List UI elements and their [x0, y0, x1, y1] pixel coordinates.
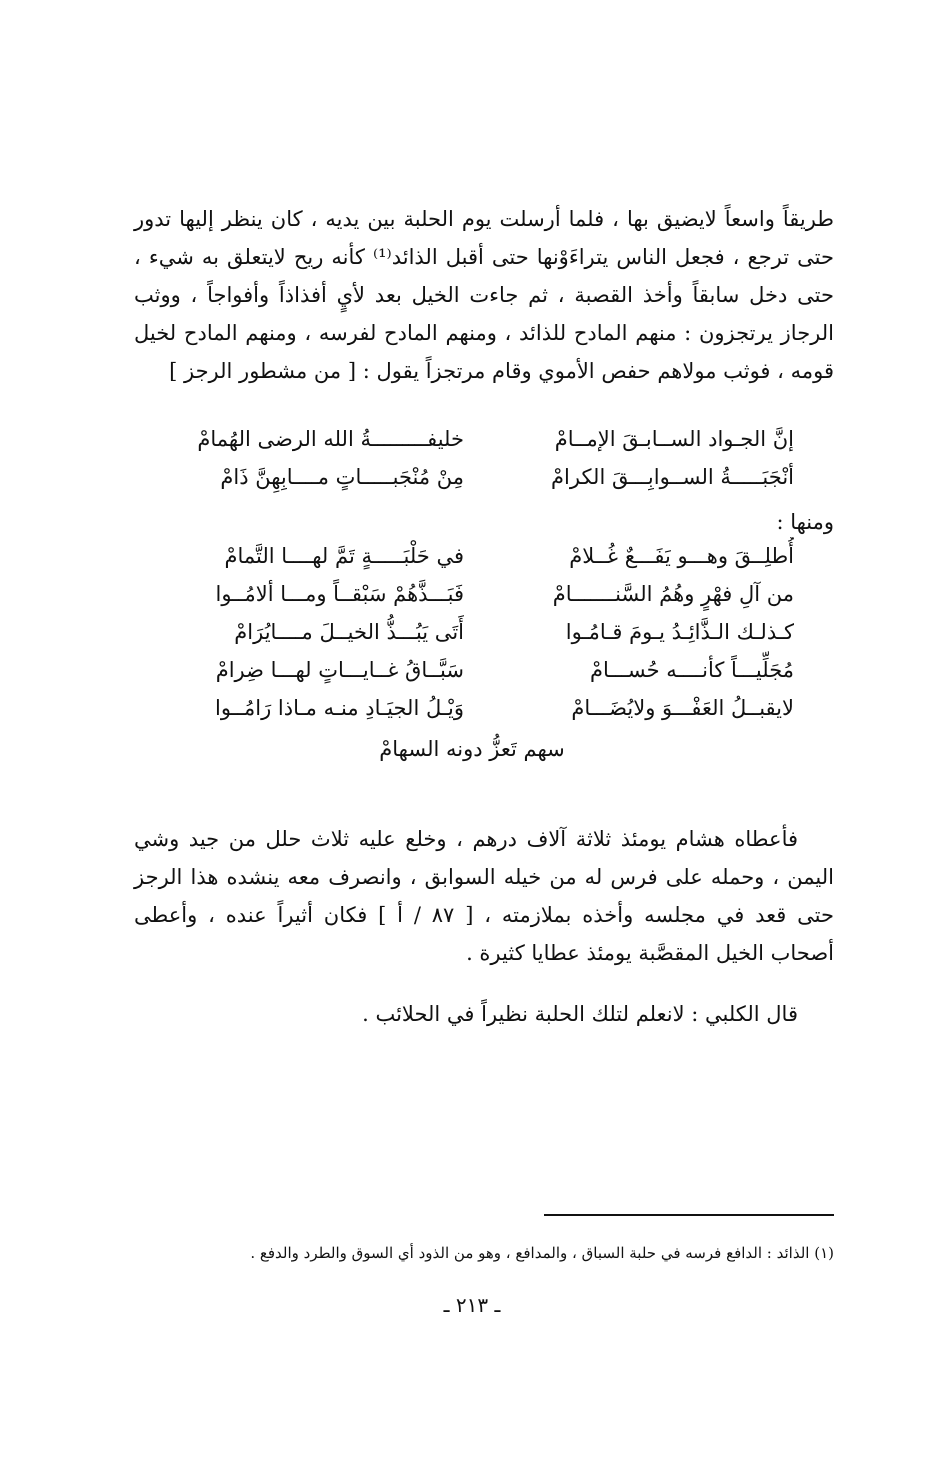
- verse-second-hemistich: فَبَـــذَّهُمْ سَبْقــاً ومـــا ألامُــوا: [215, 582, 464, 606]
- verse-first-hemistich: لايقبــلُ العَفْـــوَ ولايُضَـــامْ: [571, 696, 794, 720]
- verse-group-1: [174, 420, 794, 496]
- verse-second-hemistich: أَتَى يَبُـــذُّ الخيــلَ مــــايُرَامْ: [234, 620, 464, 644]
- verse-line: [174, 575, 794, 613]
- verse-second-hemistich: مِنْ مُنْجَبـــــاتٍ مــــابِهِنَّ ذَامْ: [220, 465, 464, 489]
- paragraph-text: فأعطاه هشام يومئذ ثلاثة آلاف درهم ، وخلع عليه ثلاث حلل من جيد وشي اليمن ، وحمله على فرس له من خيله السوابق ، وانصرف معه ينشده هذا الرجز حتى قعد في مجلسه وأخذه بملازمته ، [ ٨٧ / أ ] فكان أثيراً عنده ، وأعطى أصحاب الخيل المقصَّبة يومئذ عطايا كثيرة .: [134, 827, 834, 965]
- verse-second-hemistich: خليفـــــــــةُ الله الرضى الهُمامْ: [197, 427, 464, 451]
- paragraph-text: طريقاً واسعاً لايضيق بها ، فلما أرسلت يوم الحلبة بين يديه ، كان ينظر إليها تدور حتى ترجع ، فجعل الناس يتراءَوْنها حتى أقبل الذائد⁽¹⁾ كأنه ريح لايتعلق به شيء ، حتى دخل سابقاً وأخذ القصبة ، ثم جاءت الخيل بعد لأيٍ أفذاذاً وأفواجاً ، ووثب الرجاز يرتجزون : منهم المادح للذائد ، ومنهم المادح لفرسه ، ومنهم المادح لخيل قومه ، فوثب مولاهم حفص الأموي وقام مرتجزاً يقول : [ من مشطور الرجز ]: [134, 207, 834, 383]
- verse-first-hemistich: إنَّ الجـواد الســابـقَ الإمــامْ: [554, 427, 794, 451]
- verse-second-hemistich: سَبَّــاقُ غــايـــاتٍ لهـــا ضِرامْ: [215, 658, 464, 682]
- minha-label: ومنها :: [776, 510, 834, 534]
- paragraph-kalbi: [134, 995, 834, 1033]
- verse-first-hemistich: أنْجَبَـــــةُ الســوابِـــقَ الكرامْ: [551, 465, 794, 489]
- footnote: (١) الذائد : الدافع فرسه في حلبة السباق ، والمدافع ، وهو من الذود أي السوق والطرد والدفع .: [250, 1244, 834, 1262]
- verse-line: [174, 458, 794, 496]
- verse-line: [174, 537, 794, 575]
- verse-group-2: [174, 537, 794, 727]
- verse-first-hemistich: أُطلِــقَ وهـــو يَفَـــعٌ غُــلامْ: [569, 544, 794, 568]
- footnote-separator: [544, 1214, 834, 1216]
- verse-line: [174, 420, 794, 458]
- verse-first-hemistich: كـذلـك الـذَّائِـدُ يـومَ قـامُـوا: [565, 620, 794, 644]
- verse-line: [174, 651, 794, 689]
- verse-second-hemistich: وَيْـلُ الجيَـادِ منـه مـاذا رَامُــوا: [215, 696, 464, 720]
- single-verse-line: سهم تَعزُّ دونه السهامْ: [379, 737, 565, 761]
- paragraph-opening: [134, 200, 834, 390]
- verse-second-hemistich: في حَلْبَـــــةٍ تَمَّ لهــــا التَّمامْ: [224, 544, 464, 568]
- verse-line: [174, 613, 794, 651]
- verse-first-hemistich: من آلِ فهْرٍ وهُمُ السَّنـــــــامْ: [552, 582, 794, 606]
- verse-first-hemistich: مُجَلِّيـــاً كأنــــه حُســـامْ: [590, 658, 794, 682]
- verse-line: [174, 689, 794, 727]
- paragraph-text: قال الكلبي : لانعلم لتلك الحلبة نظيراً في الحلائب .: [362, 1002, 798, 1026]
- page-number: ـ ٢١٣ ـ: [443, 1293, 501, 1317]
- paragraph-reward: [134, 820, 834, 972]
